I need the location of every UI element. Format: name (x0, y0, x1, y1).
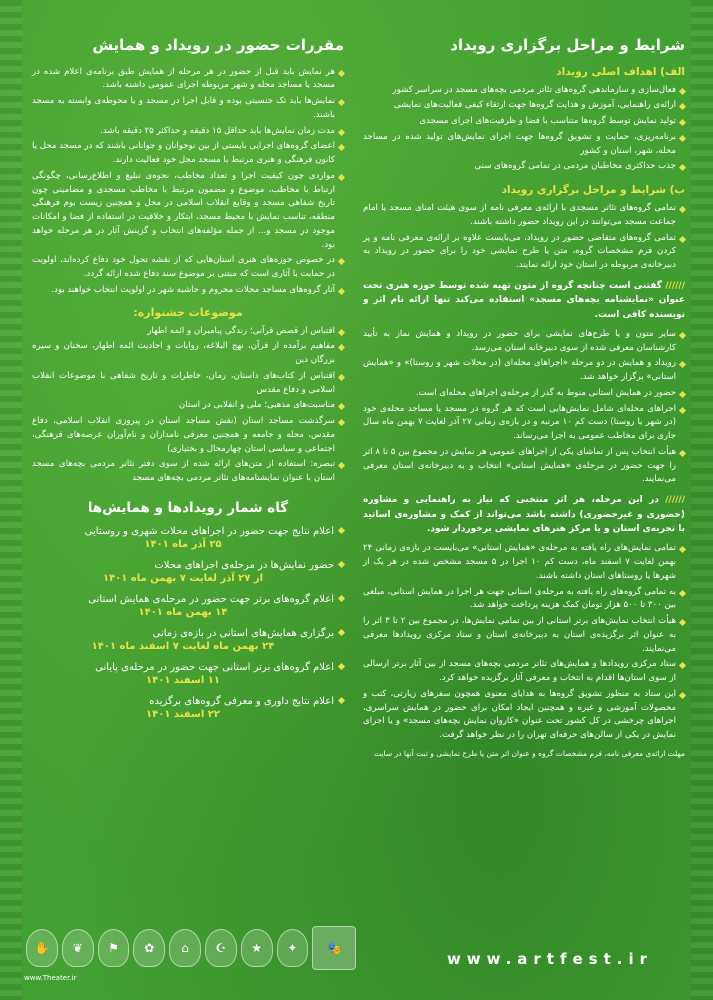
mosque-icon: ☪ (205, 929, 237, 967)
list-item: سایر متون و یا طرح‌های نمایشی برای حضور در رویداد و همایش نماز به تأیید کارشناسان معرفی شده از سوی دبیرخانه استان می‌رسد. (363, 328, 685, 356)
list-item: به تمامی گروه‌های راه یافته به مرحله‌ی استانی جهت هر اجرا در همایش استانی، مبلغی بین ۳۰۰ تا ۵۰۰ هزار تومان کمک هزینه پرداخت خواهد شد. (363, 586, 685, 614)
list-item: تمامی گروه‌های متقاضی حضور در رویداد، می‌بایست علاوه بر ارائه‌ی معرفی نامه و پر کردن فرم مشخصات گروه، متن یا طرح نمایشی خود را برای حضور در رویداد به دبیرخانه‌ی مربوطه در استان خود ارائه نمایند. (363, 232, 685, 273)
notice-text: گفتنی است چنانچه گروه از متون تهیه شده توسط حوزه هنری تحت عنوان «نمایشنامه بچه‌های مسجد» استفاده می‌کند تنها ارائه نام اثر و نویسنده کافی است. (363, 280, 685, 320)
poster-edge-right (691, 0, 713, 1000)
timeline-title: گاه شمار رویدادها و همایش‌ها (87, 499, 289, 516)
timeline-text: برگزاری همایش‌های استانی در بازه‌ی زمانی (152, 627, 334, 639)
list-item: تبصره: استفاده از متن‌های ارائه شده از سوی دفتر تئاتر مردمی بچه‌های مسجد استان با عنوان نمایشنامه‌های تئاتر مردمی بچه‌های مسجد (32, 458, 344, 486)
stages-list-3 (363, 542, 685, 743)
conditions-title: شرایط و مراحل برگزاری رویداد (450, 36, 685, 54)
timeline-item (32, 592, 344, 618)
list-item: آثار گروه‌های مساجد محلات محروم و حاشیه شهر در اولویت انتخاب خواهند بود. (32, 284, 344, 298)
theater-url: www.Theater.ir (24, 974, 77, 982)
timeline-date: ۱۱ اسفند ۱۴۰۱ (146, 674, 220, 686)
list-item: فعال‌سازی و سازماندهی گروه‌های تئاتر مردمی بچه‌های مسجد در سراسر کشور (363, 84, 685, 98)
list-item: سرگذشت مساجد استان (نقش مساجد استان در پیروزی انقلاب اسلامی، دفاع مقدس، محله و جامعه و همچنین معرفی نامداران و نام‌آوران عرصه‌های فرهنگی، اجتماعی و سیاسی استان چهارمحال و بختیاری) (32, 415, 344, 456)
stages-list-2 (363, 328, 685, 487)
list-item: اجراهای محله‌ای شامل نمایش‌هایی است که هر گروه در مسجد یا مساجد محله‌ی خود (در شهر یا روستا) دست کم ۱۰ مرتبه و در بازه‌ی زمانی ۲۷ آذر لغایت ۷ بهمن ماه سال جاری برای مخاطب عمومی به اجرا می‌رساند. (363, 403, 685, 444)
stages-heading: ب) شرایط و مراحل برگزاری رویداد (501, 184, 685, 196)
list-item: در خصوص حوزه‌های هنری استان‌هایی که از نقشه تحول خود دفاع کرده‌اند، اولویت در حمایت با آثاری است که مبتنی بر موضوع سند دفاع شده ارائه گردد. (32, 254, 344, 282)
list-item: حضور در همایش استانی منوط به گذر از مرحله‌ی اجراهای محله‌ای است. (363, 387, 685, 401)
dome-icon: ⌂ (169, 929, 201, 967)
list-item: هر نمایش باید قبل از حضور در هر مرحله از همایش طبق برنامه‌ی اعلام شده در مسجد یا مساجد محله و شهر مربوطه اجرای عمومی داشته باشد. (32, 66, 344, 94)
deadline-note: مهلت ارائه‌ی معرفی نامه، فرم مشخصات گروه و عنوان اثر متن یا طرح نمایشی و ثبت آنها در سایت (374, 748, 685, 758)
stages-list (363, 202, 685, 273)
timeline-list (32, 524, 344, 720)
list-item: اقتباس از کتاب‌های داستان، رمان، خاطرات و تاریخ شفاهی با موضوعات انقلاب اسلامی و دفاع مقدس (32, 370, 344, 398)
timeline-date: ۲۵ آذر ماه ۱۴۰۱ (144, 538, 222, 550)
theater-logo-icon: 🎭 (312, 926, 356, 970)
timeline-date: ۲۴ بهمن ماه لغایت ۷ اسفند ماه ۱۴۰۱ (91, 640, 275, 652)
list-item: تولید نمایش توسط گروه‌ها متناسب با فضا و ظرفیت‌های اجرای مسجدی (363, 115, 685, 129)
timeline-text: اعلام گروه‌های برتر جهت حضور در مرحله‌ی همایش استانی (88, 593, 334, 605)
timeline-date: ۱۴ بهمن ماه ۱۴۰۱ (138, 606, 228, 618)
conditions-column (363, 36, 685, 758)
timeline-item (32, 524, 344, 550)
slash-marks-icon: ////// (665, 495, 685, 506)
website-url[interactable]: www.artfest.ir (446, 950, 653, 968)
notice-guidance (363, 493, 685, 536)
timeline-item (32, 558, 344, 584)
timeline-date: ۲۲ اسفند ۱۴۰۱ (146, 708, 220, 720)
timeline-item (32, 694, 344, 720)
list-item: مواردی چون کیفیت اجرا و تعداد مخاطب، نحوه‌ی تبلیغ و اطلاع‌رسانی، چگونگی ارتباط با مخاطب، موضوع و مضمون مرتبط با مخاطب مسجدی و مضامینی چون تاریخ شفاهی مسجد و وقایع انقلاب اسلامی در محل و همچنین زیست بوم فرهنگی منطقه، تناسب نمایش با محیط مسجد، ابتکار و خلاقیت در استفاده از فضا و امکانات موجود در مسجد و... از جمله مؤلفه‌های انتخاب و گزینش آثار در هر مرحله خواهد بود. (32, 170, 344, 253)
list-item: مناسبت‌های مذهبی؛ ملی و انقلابی در استان (32, 399, 344, 413)
timeline-text: حضور نمایش‌ها در مرحله‌ی اجراهای محلات (154, 559, 334, 571)
timeline-text: اعلام نتایج جهت حضور در اجراهای محلات شهری و روستایی (84, 525, 334, 537)
timeline-text: اعلام نتایج داوری و معرفی گروه‌های برگزیده (149, 695, 334, 707)
list-item: ارائه‌ی راهنمایی، آموزش و هدایت گروه‌ها جهت ارتقاء کیفی فعالیت‌های نمایشی (363, 99, 685, 113)
topics-title: موضوعات جشنواره: (133, 305, 243, 319)
list-item: این ستاد به منظور تشویق گروه‌ها به هدایای معنوی همچون سفرهای زیارتی، کتب و محصولات آموزشی و غیره و همچنین ایجاد امکان برای حضور در همایش سراسری، اجراهای چرخشی در کل کشور تحت عنوان «کاروان نمایش بچه‌های مسجد» و یا اجرای نمایش در یکی از سالن‌های حرفه‌ای تهران را در نظر خواهد گرفت. (363, 688, 685, 743)
list-item: رویداد و همایش در دو مرحله «اجراهای محله‌ای (در محلات شهر و روستا)» و «همایش استانی» برگزار خواهد شد. (363, 357, 685, 385)
timeline-text: اعلام گروه‌های برتر استانی جهت حضور در مرحله‌ی پایانی (95, 661, 334, 673)
list-item: تمامی نمایش‌های راه یافته به مرحله‌ی «همایش استانی» می‌بایست در بازه‌ی زمانی ۲۴ بهمن لغایت ۷ اسفند ماه، دست کم ۱۰ اجرا در ۵ مسجد مشخص شده در هر یک از شهرها یا روستاهای استان داشته باشند. (363, 542, 685, 583)
flower-icon: ✿ (133, 929, 165, 967)
list-item: تمامی گروه‌های تئاتر مسجدی با ارائه‌ی معرفی نامه از سوی هیئت امنای مسجد یا امام جماعت مسجد می‌توانند در این رویداد حضور داشته باشند. (363, 202, 685, 230)
slash-marks-icon: ////// (665, 280, 685, 291)
flag-icon: ⚑ (98, 929, 130, 967)
rules-title: مقررات حضور در رویداد و همایش (92, 36, 344, 54)
poster-edge-left (0, 0, 22, 1000)
rules-list (32, 66, 344, 298)
notice-texts (363, 279, 685, 322)
tulip-icon: ❦ (62, 929, 94, 967)
rules-column (32, 36, 344, 728)
goals-list (363, 84, 685, 175)
list-item: مفاهیم برآمده از قرآن، نهج البلاغه، روایات و احادیث ائمه اطهار، سخنان و سیره بزرگان دین (32, 340, 344, 368)
list-item: اقتباس از قصص قرآنی؛ زندگی پیامبران و ائمه اطهار (32, 325, 344, 339)
list-item: هیأت انتخاب پس از تماشای یکی از اجراهای عمومی هر نمایش در مجموع بین ۵ تا ۸ اثر را جهت حضور در مرحله‌ی «همایش استانی» انتخاب و به دبیرخانه‌ی استان معرفی می‌نمایند. (363, 446, 685, 487)
notice-text: در این مرحله، هر اثر منتخبی که نیاز به راهنمایی و مشاوره (حضوری و غیرحضوری) داشته باشد می‌تواند از کمک و مشاوره‌ی اساتید با تجربه‌ی استان و یا مرکز هنرهای نمایشی برخوردار شود. (363, 495, 685, 534)
goals-heading: الف) اهداف اصلی رویداد (556, 65, 685, 78)
topics-list (32, 325, 344, 486)
list-item: اعضای گروه‌های اجرایی بایستی از بین نوجوانان و جوانانی باشند که در مسجد محل یا کانون فرهنگی و هنری مرتبط با مسجد محل خود فعالیت دارند. (32, 140, 344, 168)
list-item: مدت زمان نمایش‌ها باید حداقل ۱۵ دقیقه و حداکثر ۲۵ دقیقه باشد. (32, 125, 344, 139)
list-item: نمایش‌ها باید تک جنسیتی بوده و قابل اجرا در مسجد و یا محوطه‌ی وابسته به مسجد باشند. (32, 95, 344, 123)
emblem-icon: ✦ (277, 929, 309, 967)
list-item: برنامه‌ریزی، حمایت و تشویق گروه‌ها جهت اجرای نمایش‌های تولید شده در مساجد محله، شهر، استان و کشور (363, 131, 685, 159)
hand-icon: ✋ (26, 929, 58, 967)
list-item: هیأت انتخاب نمایش‌های برتر استانی از بین تمامی نمایش‌ها، در مجموع بین ۲ تا ۳ اثر را به عنوان اثر برگزیده‌ی استان به دبیرخانه‌ی استان و ستاد مرکزی رویدادها معرفی می‌نمایند. (363, 615, 685, 656)
list-item: جذب حداکثری مخاطبان مردمی در تمامی گروه‌های سنی (363, 160, 685, 174)
list-item: ستاد مرکزی رویدادها و همایش‌های تئاتر مردمی بچه‌های مسجد از بین آثار برتر ارسالی از سوی استان‌ها اقدام به انتخاب و معرفی آثار برگزیده خواهد کرد. (363, 658, 685, 686)
timeline-item (32, 660, 344, 686)
timeline-date: از ۲۷ آذر لغایت ۷ بهمن ماه ۱۴۰۱ (102, 572, 264, 584)
timeline-item (32, 626, 344, 652)
sponsor-logos (26, 926, 356, 970)
star-icon: ★ (241, 929, 273, 967)
